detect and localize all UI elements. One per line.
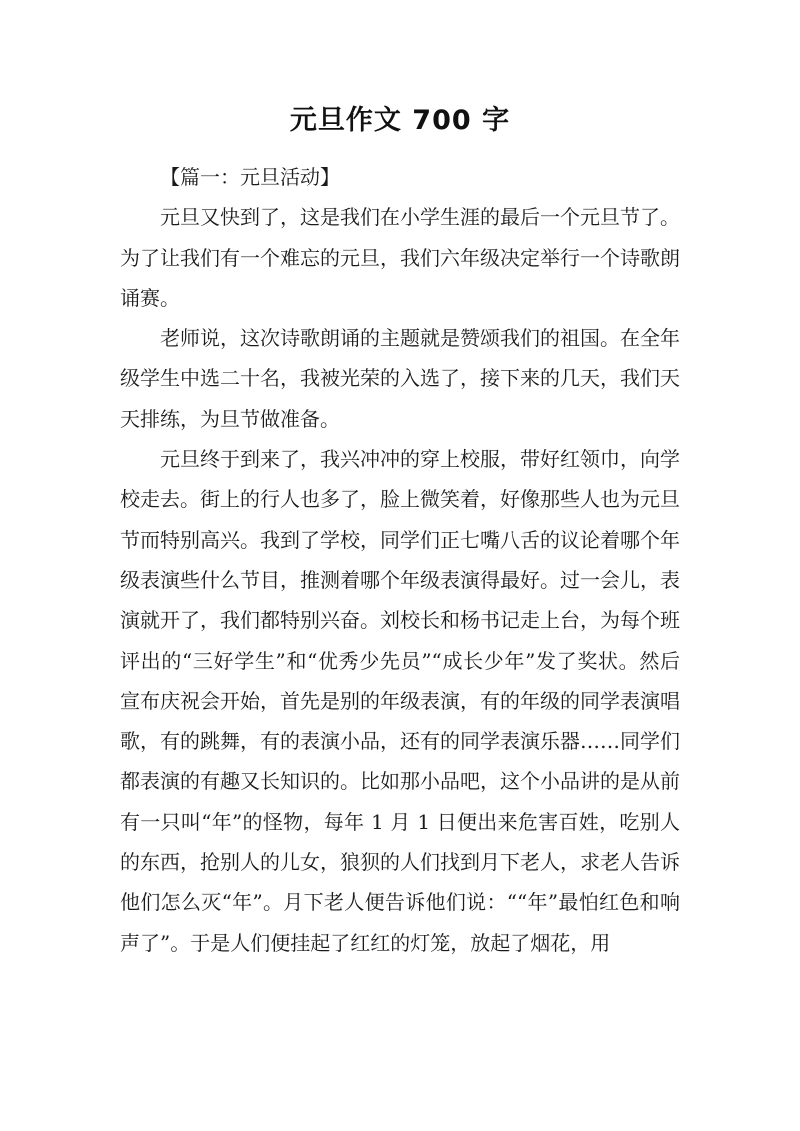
section-heading: 【篇一：元旦活动】 xyxy=(160,165,340,189)
paragraph-1: 元旦又快到了，这是我们在小学生涯的最后一个元旦节了。为了让我们有一个难忘的元旦，我们六年级决定举行一个诗歌朗诵赛。 xyxy=(120,205,680,310)
paragraph-3: 元旦终于到来了，我兴冲冲的穿上校服，带好红领巾，向学校走去。街上的行人也多了，脸上微笑着，好像那些人也为元旦节而特别高兴。我到了学校，同学们正七嘴八舌的议论着哪个年级表演些什么节目，推测着哪个年级表演得最好。过一会儿，表演就开了，我们都特别兴奋。刘校长和杨书记走上台，为每个班评出的“三好学生”和“优秀少先员”“成长少年”发了奖状。然后宣布庆祝会开始，首先是别的年级表演，有的年级的同学表演唱歌，有的跳舞，有的表演小品，还有的同学表演乐器……同学们都表演的有趣又长知识的。比如那小品吧，这个小品讲的是从前有一只叫“年”的怪物，每年 1 月 1 日便出来危害百姓，吃别人的东西，抢别人的儿女，狼狈的人们找到月下老人，求老人告诉他们怎么灭“年”。月下老人便告诉他们说：““年”最怕红色和响声了”。于是人们便挂起了红红的灯笼，放起了烟花，用 xyxy=(120,447,680,955)
document-title: 元旦作文 700 字 xyxy=(289,105,511,136)
document-body xyxy=(120,157,680,963)
paragraph-2: 老师说，这次诗歌朗诵的主题就是赞颂我们的祖国。在全年级学生中选二十名，我被光荣的入选了，接下来的几天，我们天天排练，为旦节做准备。 xyxy=(120,326,680,431)
